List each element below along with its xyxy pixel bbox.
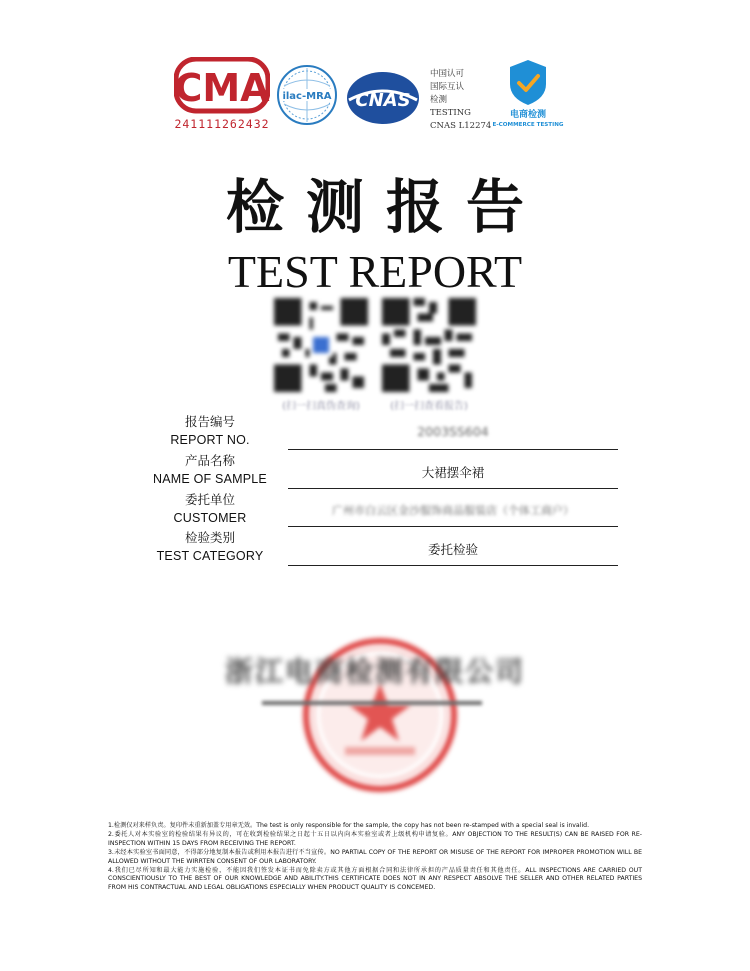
footer-disclaimer (108, 822, 642, 893)
company-name-stamp: 浙江电商检测有限公司 (224, 655, 525, 688)
cnas-logo (345, 70, 421, 126)
report-no-label (140, 412, 280, 450)
cma-logo (174, 57, 270, 133)
ecommerce-logo-en: E-COMMERCE TESTING (492, 122, 564, 128)
qr-code-verify[interactable] (273, 298, 369, 392)
report-no-value: 2003SS604 (417, 424, 489, 439)
cnas-text-line: 中国认可 (430, 69, 465, 79)
footer-note: 4.我们已尽所知和最大能力实施检验，不能因我们签发本证书而免除卖方或其他方面根据合同和法律所承担的产品质量责任和其他责任。ALL INSPECTIONS ARE CARRIED OUT CONSCIENTIOUSLY TO THE BEST OF OUR KNOWLEDGE AND ABILITY.THIS CERTIFICATE DOES NOT IN ANY RESPECT ABSOLVE THE SELLER AND OTHER RELATED PARTIES FROM HIS CONTRACTUAL AND LEGAL OBLIGATIONS ESPECIALLY WHEN PRODUCT QUALITY IS CONCEMED. (108, 866, 642, 892)
cnas-text-line: 国际互认 (430, 82, 465, 92)
qr-code-report[interactable] (381, 298, 477, 392)
cnas-text-line: TESTING (430, 108, 471, 118)
report-no-label-en: REPORT NO. (170, 433, 250, 447)
field-underline (288, 565, 618, 566)
customer-value: 广州市白云区金沙服饰商品服装店（个体工商户） (332, 504, 574, 517)
ecommerce-testing-logo (490, 58, 566, 128)
test-category-label-cn: 检验类别 (184, 530, 235, 545)
ilac-logo-text: ilac-MRA (282, 91, 332, 102)
title-english: TEST REPORT (227, 246, 523, 297)
sample-name-label-en: NAME OF SAMPLE (153, 472, 267, 486)
sample-name-label (140, 451, 280, 489)
customer-label (140, 490, 280, 528)
sample-name-value: 大裙摆伞裙 (421, 465, 485, 480)
sample-name-label-cn: 产品名称 (184, 453, 235, 468)
qr-caption-report: (扫一扫查看报告) (390, 401, 468, 412)
seal-serial-line (262, 700, 482, 706)
ilac-mra-logo (276, 64, 338, 126)
title-chinese: 检测报告 (225, 173, 546, 241)
cnas-accreditation-text (430, 68, 496, 133)
field-underline (288, 488, 618, 489)
customer-label-cn: 委托单位 (184, 492, 235, 507)
ecommerce-logo-cn: 电商检测 (509, 110, 547, 120)
footer-note: 1.检测仅对来样负责。复印件未重新加盖专用章无效。The test is only responsible for the sample, the copy has not been re-stamped with a special seal is invalid. (108, 822, 590, 829)
qr-caption-verify: (扫一扫真伪查询) (282, 401, 360, 412)
cnas-text-line: 检测 (430, 95, 448, 105)
test-category-label (140, 528, 280, 566)
cnas-text-line: CNAS L12274 (430, 121, 492, 131)
footer-note: 3.未经本实验室书面同意，不得部分地复制本报告或利用本报告进行不当宣传。NO PARTIAL COPY OF THE REPORT OR MISUSE OF THE REPORT FOR IMPROPER PROMOTION WILL BE ALLOWED WITHOUT THE WIRRTEN CONSENT OF OUR LABORATORY. (108, 848, 642, 865)
report-no-label-cn: 报告编号 (184, 414, 235, 429)
cma-logo-text: CMA (174, 66, 270, 110)
cnas-logo-text: CNAS (355, 90, 411, 111)
field-underline (288, 449, 618, 450)
test-category-value: 委托检验 (427, 542, 478, 557)
cma-number: 241111262432 (174, 117, 270, 131)
test-category-label-en: TEST CATEGORY (156, 549, 264, 563)
field-underline (288, 526, 618, 527)
customer-label-en: CUSTOMER (173, 511, 247, 525)
footer-note: 2.委托人对本实验室的检验结果有异议的，可在收到检验结果之日起十五日以内向本实验室或者上级机构申请复验。ANY OBJECTION TO THE RESULT(S) CAN BE RAISED FOR RE-INSPECTION WITHIN 15 DAYS FROM RECEIVING THE REPORT. (108, 830, 642, 847)
